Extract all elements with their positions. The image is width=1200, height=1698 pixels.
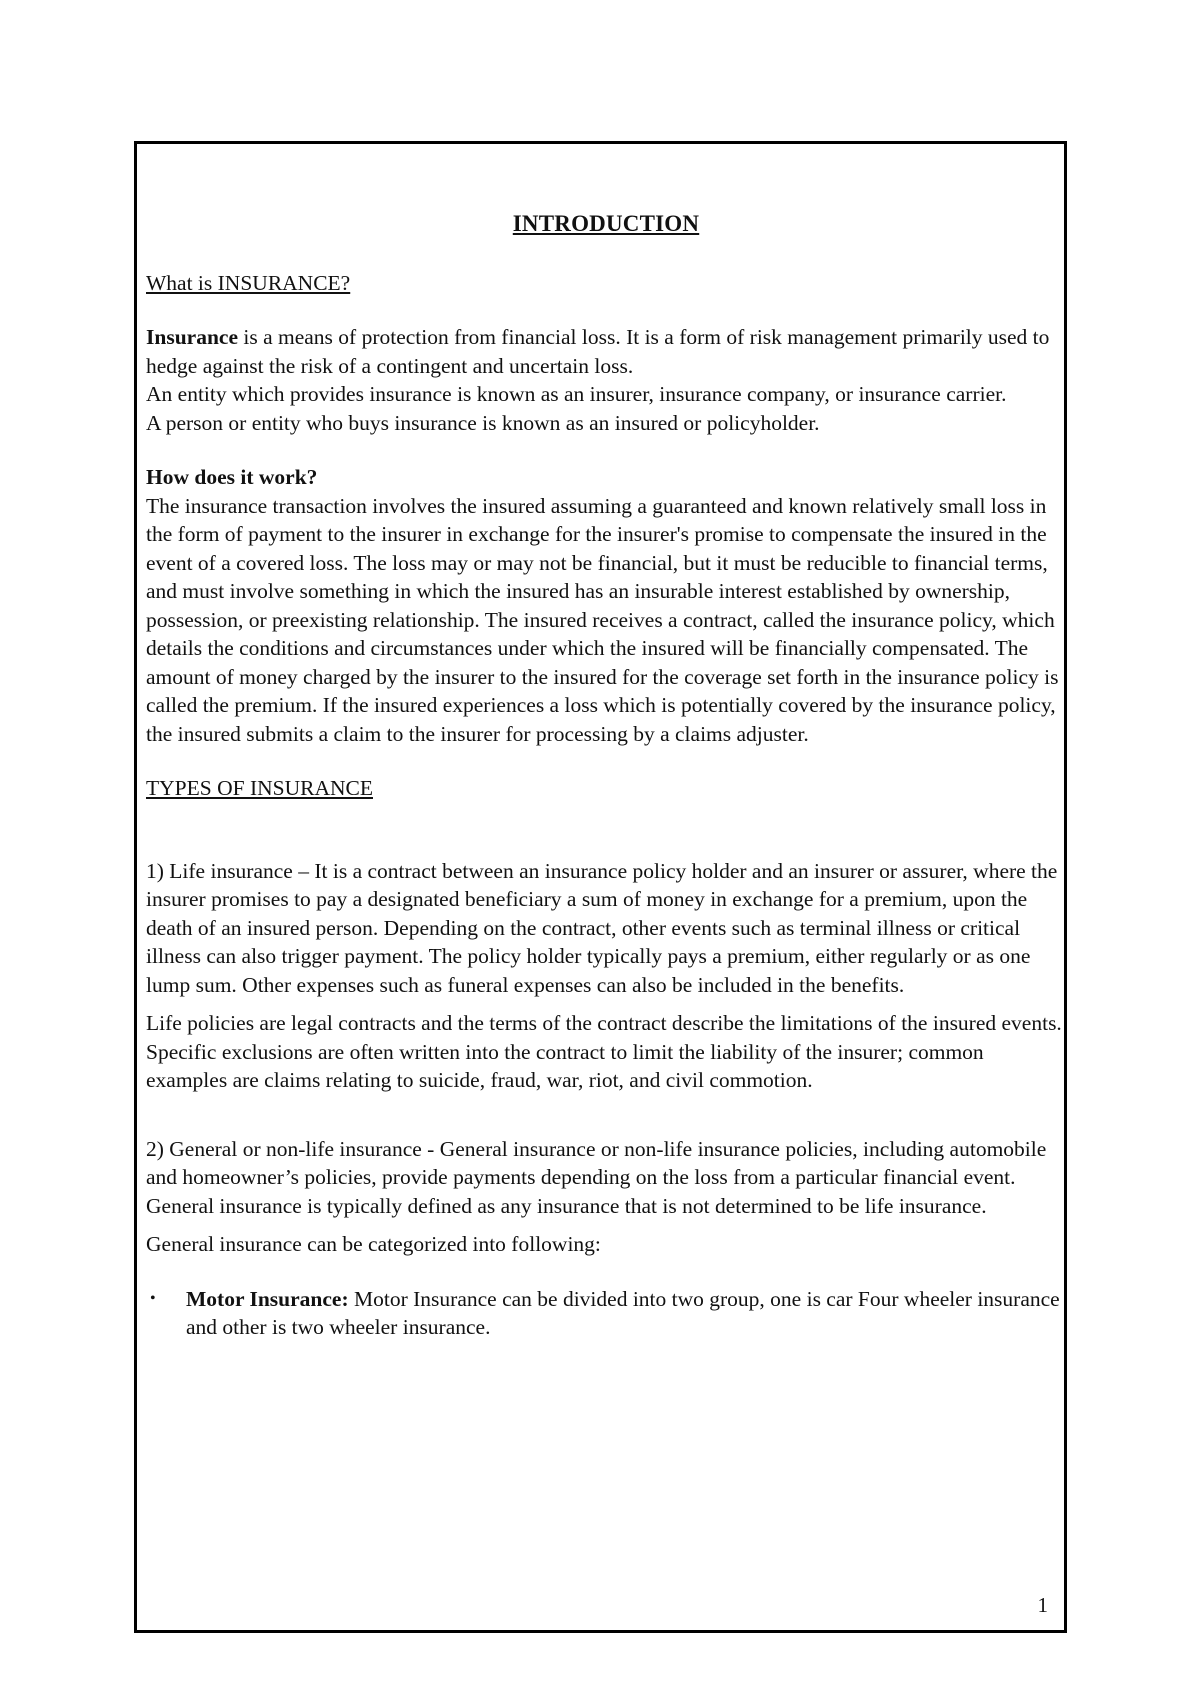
section-heading-types: TYPES OF INSURANCE <box>146 776 373 800</box>
list-item-label: Motor Insurance: <box>186 1286 349 1311</box>
general-categories-intro: General insurance can be categorized into following: <box>146 1232 601 1256</box>
document-body <box>146 210 1066 1342</box>
how-it-works-paragraph: The insurance transaction involves the insured assuming a guaranteed and known relatively small loss in the form of payment to the insurer in exchange for the insurer's promise to compensate the insured in the event of a covered loss. The loss may or may not be financial, but it must be reducible to financial terms, and must involve something in which the insured has an insurable interest established by ownership, possession, or preexisting relationship. The insured receives a contract, called the insurance policy, which details the conditions and circumstances under which the insured will be financially compensated. The amount of money charged by the insurer to the insured for the coverage set forth in the insurance policy is called the premium. If the insured experiences a loss which is potentially covered by the insurance policy, the insured submits a claim to the insurer for processing by a claims adjuster. <box>146 493 1059 746</box>
general-insurance-paragraph: 2) General or non-life insurance - General insurance or non-life insurance policies, including automobile and homeowner’s policies, provide payments depending on the loss from a particular financial event. General insurance is typically defined as any insurance that is not determined to be life insurance. <box>146 1136 1047 1218</box>
list-item-text: Motor Insurance can be divided into two group, one is car Four wheeler insurance and other is two wheeler insurance. <box>186 1286 1060 1339</box>
insurer-definition: An entity which provides insurance is known as an insurer, insurance company, or insurance carrier. <box>146 382 1007 406</box>
page-number: 1 <box>1037 1593 1048 1617</box>
insured-definition: A person or entity who buys insurance is known as an insured or policyholder. <box>146 410 820 435</box>
bullet-icon: • <box>150 1289 156 1307</box>
section-heading-what-is-insurance: What is INSURANCE? <box>146 270 351 295</box>
list-item <box>146 1285 1066 1342</box>
insurance-definition <box>146 323 1066 380</box>
life-policies-paragraph: Life policies are legal contracts and the terms of the contract describe the limitations of the insured events. Specific exclusions are often written into the contract to limit the liability of the insurer; common examples are claims relating to suicide, fraud, war, riot, and civil commotion. <box>146 1011 1062 1092</box>
section-heading-how-it-works: How does it work? <box>146 465 318 489</box>
insurance-definition-text: is a means of protection from financial loss. It is a form of risk management primarily used to hedge against the risk of a contingent and uncertain loss. <box>146 325 1050 378</box>
life-insurance-paragraph: 1) Life insurance – It is a contract between an insurance policy holder and an insurer or assurer, where the insurer promises to pay a designated beneficiary a sum of money in exchange for a premium, upon the death of an insured person. Depending on the contract, other events such as terminal illness or critical illness can also trigger payment. The policy holder typically pays a premium, either regularly or as one lump sum. Other expenses such as funeral expenses can also be included in the benefits. <box>146 858 1058 997</box>
page-title: INTRODUCTION <box>512 211 700 236</box>
insurance-term: Insurance <box>146 325 238 349</box>
insurance-categories-list <box>146 1285 1066 1342</box>
